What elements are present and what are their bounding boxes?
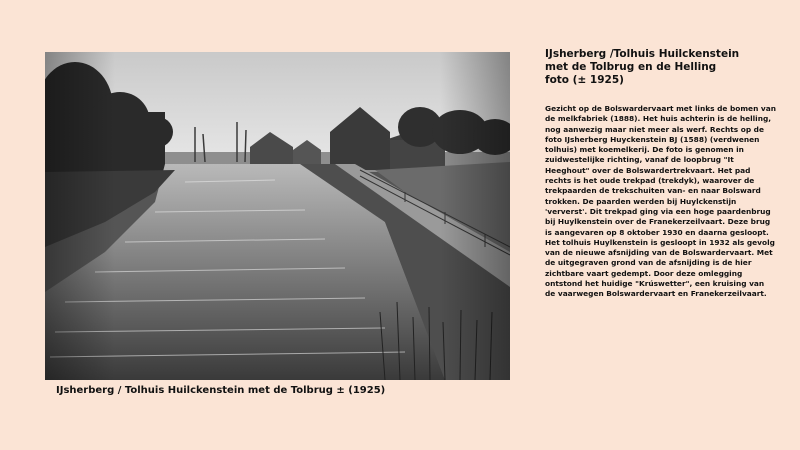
canal-photo-illustration <box>45 52 510 380</box>
title-line: met de Tolbrug en de Helling <box>545 61 717 73</box>
title-line: IJsherberg /Tolhuis Huilckenstein <box>545 48 740 60</box>
historic-photo <box>45 52 510 380</box>
title-line: foto (± 1925) <box>545 74 624 86</box>
slide-title <box>545 48 785 87</box>
photo-caption: IJsherberg / Tolhuis Huilckenstein met de Tolbrug ± (1925) <box>56 385 386 396</box>
description-text: Gezicht op de Bolswardervaart met links de bomen van de melkfabriek (1888). Het huis achterin is de helling, nog aanwezig maar niet meer als werf. Rechts op de foto IJsherberg Huyckenstein BJ (1588) (verdwenen tolhuis) met koemelkerij. De foto is genomen in zuidwestelijke richting, vanaf de loopbrug "It Heeghout" over de Bolswardertrekvaart. Het pad rechts is het oude trekpad (trekdyk), waarover de trekpaarden de trekschuiten van- en naar Bolsward trokken. De paarden werden bij Huylckenstijn 'ververst'. Dit trekpad ging via een hoge paardenbrug bij Huylkenstein over de Franekerzeilvaart. Deze brug is aangevaren op 8 oktober 1930 en daarna gesloopt. Het tolhuis Huylkenstein is gesloopt in 1932 als gevolg van de nieuwe afsnijding van de Bolswardervaart. Met de uitgegraven grond van de afsnijding is de hier zichtbare vaart gedempt. Door deze omlegging ontstond het huidige "Krúswetter", een kruising van de vaarwegen Bolswardervaart en Franekerzeilvaart. <box>545 104 776 299</box>
